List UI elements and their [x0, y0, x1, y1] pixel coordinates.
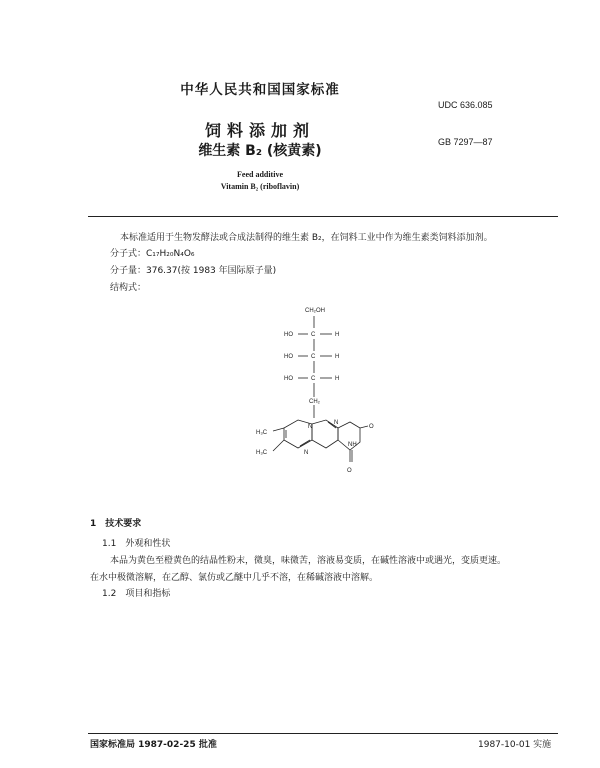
document-title-en: Feed additive [237, 170, 283, 179]
section-1-2-heading: 1.2 项目和指标 [102, 589, 171, 599]
methyl-group-1: H₃C [256, 430, 268, 436]
section-1-1-heading: 1.1 外观和性状 [102, 539, 171, 549]
methyl-group-2: H₃C [256, 450, 268, 456]
nitrogen-5: N [304, 450, 309, 456]
carbon-1: C [311, 332, 316, 338]
oxygen-4: O [347, 468, 352, 474]
hydrogen-3: H [335, 376, 340, 382]
document-subtitle-cn: 维生素 B₂ (核黄素) [198, 143, 322, 159]
ho-group-3: HO [284, 376, 293, 382]
ch2-group: CH₂ [309, 399, 320, 405]
molecular-weight: 分子量：376.37(按 1983 年国际原子量) [110, 266, 277, 276]
udc-code: UDC 636.085 [438, 100, 493, 110]
footer-divider [88, 733, 558, 734]
effective-date: 1987-10-01 实施 [478, 740, 552, 750]
hydrogen-2: H [335, 354, 340, 360]
nitrogen-1: N [334, 420, 339, 426]
molecular-formula: 分子式：C₁₇H₂₀N₄O₆ [110, 249, 195, 259]
document-title-cn: 饲料添加剂 [204, 121, 315, 140]
ho-group-1: HO [284, 332, 293, 338]
nitrogen-10: N [308, 424, 313, 430]
ch2oh-group: CH₂OH [305, 308, 325, 314]
structure-label: 结构式： [110, 283, 147, 293]
appearance-text-line-1: 本品为黄色至橙黄色的结晶性粉末，微臭，味微苦，溶液易变质，在碱性溶液中或遇光，变质更速。 [110, 556, 507, 566]
approval-date: 国家标准局 1987-02-25 批准 [90, 740, 217, 750]
structural-formula [240, 300, 400, 490]
ho-group-2: HO [284, 354, 293, 360]
oxygen-2: O [369, 424, 374, 430]
header-divider [88, 216, 558, 217]
nh-group: NH [348, 442, 357, 448]
appearance-text-line-2: 在水中极微溶解，在乙醇、氯仿或乙醚中几乎不溶，在稀碱溶液中溶解。 [90, 573, 379, 583]
carbon-2: C [311, 354, 316, 360]
document-subtitle-en: Vitamin B₂ (riboflavin) [220, 182, 300, 191]
standard-category-title: 中华人民共和国国家标准 [180, 82, 340, 98]
hydrogen-1: H [335, 332, 340, 338]
gb-code: GB 7297—87 [438, 137, 493, 147]
section-1-heading: 1 技术要求 [90, 519, 142, 529]
scope-text: 本标准适用于生物发酵法或合成法制得的维生素 B₂，在饲料工业中作为维生素类饲料添加剂。 [120, 233, 493, 243]
carbon-3: C [311, 376, 316, 382]
